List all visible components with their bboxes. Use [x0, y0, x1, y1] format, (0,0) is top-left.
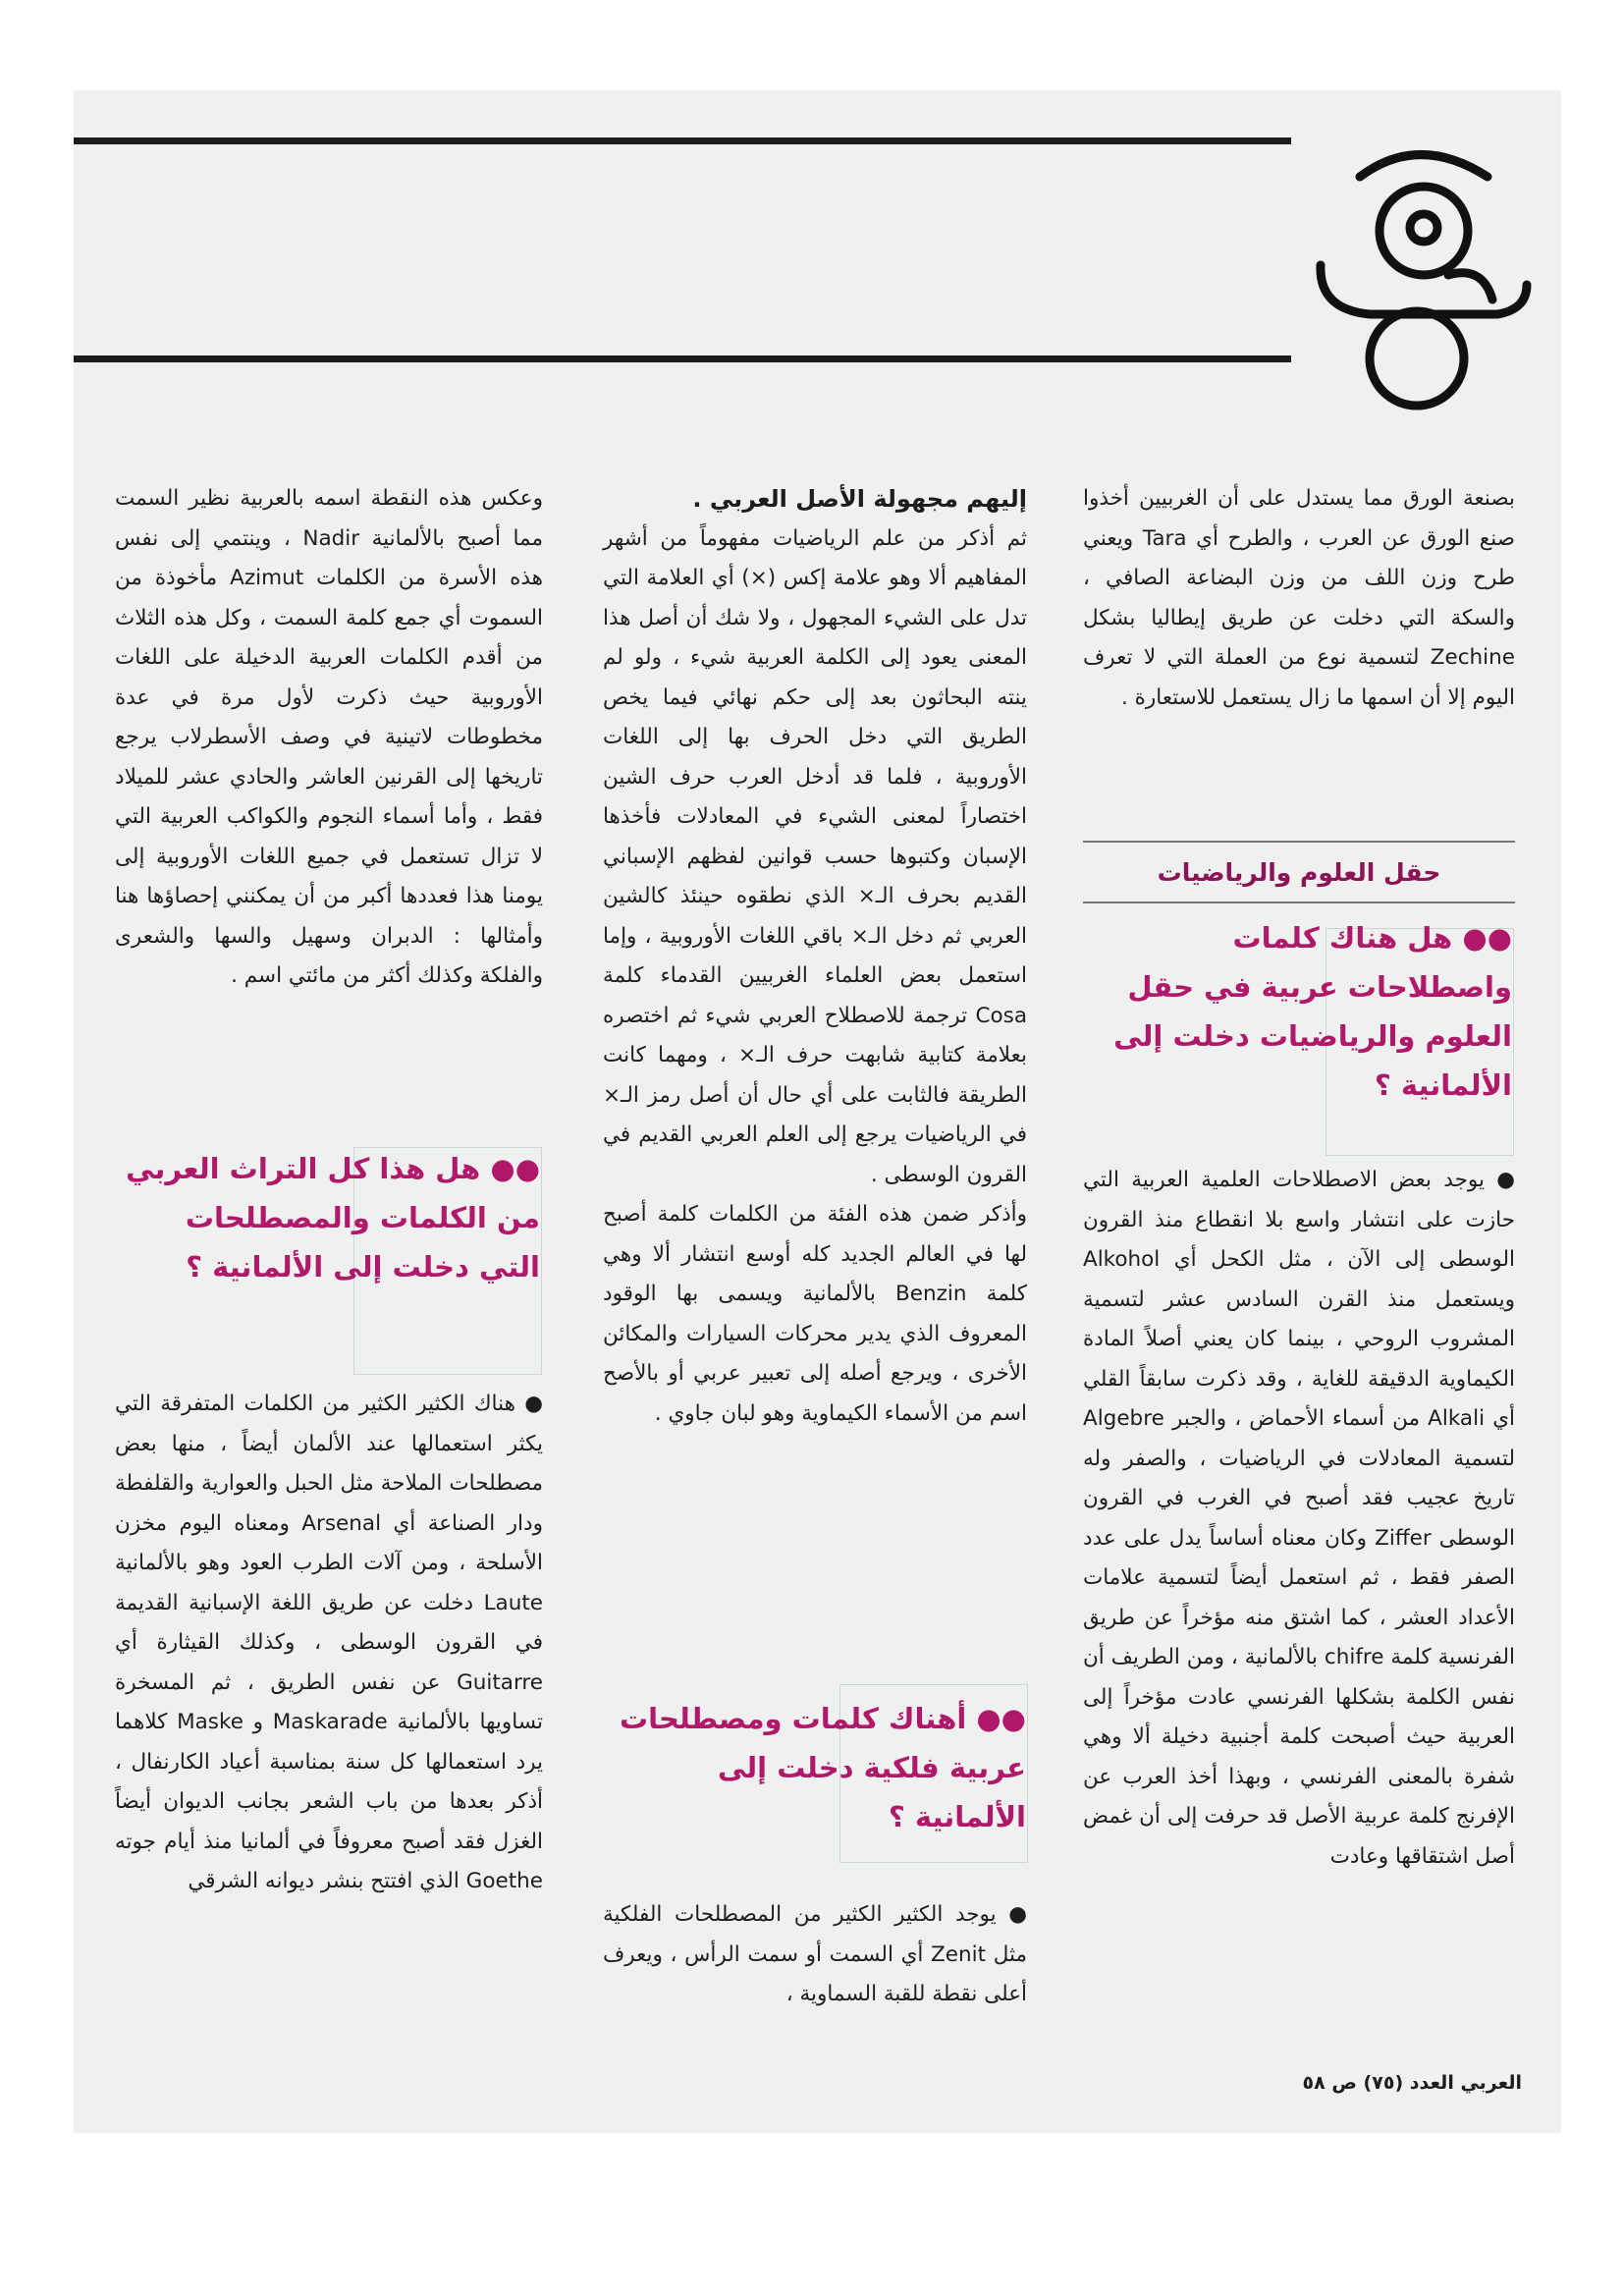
section-logo-icon — [1301, 137, 1537, 422]
column-middle — [603, 479, 1027, 1434]
column-left-lower — [115, 1385, 543, 1902]
column-left — [115, 479, 543, 997]
col1-paragraph-1: بصنعة الورق مما يستدل على أن الغربيين أخذوا صنع الورق عن العرب ، والطرح أي Tara ويعني طرح وزن اللف من وزن البضاعة الصافي ، والسكة التي دخلت عن طريق إيطاليا بشكل Zechine لتسمية نوع من العملة التي لا تعرف اليوم إلا أن اسمها ما زال يستعمل للاستعارة . — [1083, 486, 1515, 710]
question-2: ●● أهناك كلمات ومصطلحات عربية فلكية دخلت إلى الألمانية ؟ — [619, 1702, 1026, 1833]
col3-paragraph-2: ● هناك الكثير الكثير من الكلمات المتفرقة التي يكثر استعمالها عند الألمان أيضاً ، منها بعض مصطلحات الملاحة مثل الحبل والعوارية والقلفطة ودار الصناعة أي Arsenal ومعناه اليوم مخزن الأسلحة ، ومن آلات الطرب العود وهو بالألمانية Laute دخلت عن طريق اللغة الإسبانية القديمة في القرون الوسطى ، وكذلك القيثارة أي Guitarre عن نفس الطريق ، ثم المسخرة تساويها بالألمانية Maskarade و Maske كلاهما يرد استعمالها كل سنة بمناسبة أعياد الكارنفال ، أذكر بعدها من باب الشعر بجانب الديوان أيضاً الغزل فقد أصبح معروفاً في ألمانيا منذ أيام جوته Goethe الذي افتتح بنشر ديوانه الشرقي — [115, 1392, 544, 1893]
column-right — [1083, 479, 1515, 718]
col3-paragraph-1: وعكس هذه النقطة اسمه بالعربية نظير السمت مما أصبح بالألمانية Nadir ، وينتمي إلى نفس هذه الأسرة من الكلمات Azimut مأخوذة من السموت أي جمع كلمة السمت ، وكل هذه الثلاث من أقدم الكلمات العربية الدخيلة على اللغات الأوروبية حيث ذكرت لأول مرة في عدة مخطوطات لاتينية في وصف الأسطرلاب يرجع تاريخها إلى القرنين العاشر والحادي عشر للميلاد فقط ، وأما أسماء النجوم والكواكب العربية التي لا تزال تستعمل في جميع اللغات الأوروبية إلى يومنا هذا فعددها أكبر من أن يمكنني إحصاؤها هنا وأمثالها : الدبران وسهيل والسها والشعرى والفلكة وكذلك أكثر من مائتي اسم . — [115, 486, 544, 988]
section-title: حقل العلوم والرياضيات — [1157, 857, 1441, 887]
question-3: ●● هل هذا كل التراث العربي من الكلمات والمصطلحات التي دخلت إلى الألمانية ؟ — [126, 1152, 540, 1284]
page-footer: العربي العدد (٧٥) ص ٥٨ — [1302, 2072, 1522, 2094]
col1-paragraph-2: ● يوجد بعض الاصطلاحات العلمية العربية التي حازت على انتشار واسع بلا انقطاع منذ القرون الوسطى إلى الآن ، مثل الكحل أي Alkohol ويستعمل منذ القرن السادس عشر لتسمية المشروب الروحي ، بينما كان يعني أصلاً المادة الكيماوية الدقيقة للغاية ، وقد ذكرت سابقاً القلي أي Alkali من أسماء الأحماض ، والجبر Algebre لتسمية المعادلات في الرياضيات ، والصفر وله تاريخ عجيب فقد أصبح في الغرب في القرون الوسطى Ziffer وكان معناه أساساً يدل على عدد الصفر فقط ، ثم استعمل أيضاً لتسمية علامات الأعداد العشر ، كما اشتق منه مؤخراً عن طريق الفرنسية كلمة chifre بالألمانية ، ومن الطريف أن نفس الكلمة بشكلها الفرنسي عادت مؤخراً إلى العربية حيث أصبحت كلمة أجنبية دخيلة ألا وهي شفرة بالمعنى الفرنسي ، وبهذا أخذ العرب عن الإفرنج كلمة عربية الأصل قد حرفت إلى أن غمض أصل اشتقاقها وعادت — [1083, 1168, 1516, 1869]
section-heading — [1083, 841, 1515, 903]
column-middle-lower — [603, 1895, 1027, 2015]
col2-paragraph-1: ثم أذكر من علم الرياضيات مفهوماً من أشهر المفاهيم ألا وهو علامة إكس (×) أي العلامة التي تدل على الشيء المجهول ، ولا شك أن أصل هذا المعنى يعود إلى الكلمة العربية شيء ، ولو لم ينته البحاثون بعد إلى حكم نهائي فيما يخص الطريق التي دخل الحرف بها إلى اللغات الأوروبية ، فلما قد أدخل العرب حرف الشين اختصاراً لمعنى الشيء في المعادلات فأخذها الإسبان وكتبوها حسب قوانين لفظهم الإسباني القديم بحرف الـ× الذي نطقوه حينئذ كالشين العربي ثم دخل الـ× باقي اللغات الأوروبية ، وإما استعمل بعض العلماء الغربيين القدماء كلمة Cosa ترجمة للاصطلاح العربي شيء ثم اختصره بعلامة كتابية شابهت حرف الـ× ، ومهما كانت الطريقة فالثابت على أي حال أن أصل رمز الـ× في الرياضيات يرجع إلى العلم العربي القديم في القرون الوسطى . — [603, 525, 1027, 1187]
header-rule-bottom — [74, 355, 1291, 362]
col2-lead: إليهم مجهولة الأصل العربي . — [692, 485, 1027, 513]
col2-paragraph-3: ● يوجد الكثير الكثير من المصطلحات الفلكية مثل Zenit أي السمت أو سمت الرأس ، ويعرف أعلى نقطة للقبة السماوية ، — [603, 1902, 1027, 2006]
column-right-lower — [1083, 1161, 1515, 1877]
header-rule-top — [74, 137, 1291, 144]
col2-paragraph-2: وأذكر ضمن هذه الفئة من الكلمات كلمة أصبح لها في العالم الجديد كله أوسع انتشار ألا وهي كلمة Benzin بالألمانية ويسمى بها الوقود المعروف الذي يدير محركات السيارات والمكائن الأخرى ، ويرجع أصله إلى تعبير عربي أو بالأصح اسم من الأسماء الكيماوية وهو لبان جاوي . — [603, 1202, 1027, 1426]
question-1: ●● هل هناك كلمات واصطلاحات عربية في حقل العلوم والرياضيات دخلت إلى الألمانية ؟ — [1113, 921, 1512, 1102]
